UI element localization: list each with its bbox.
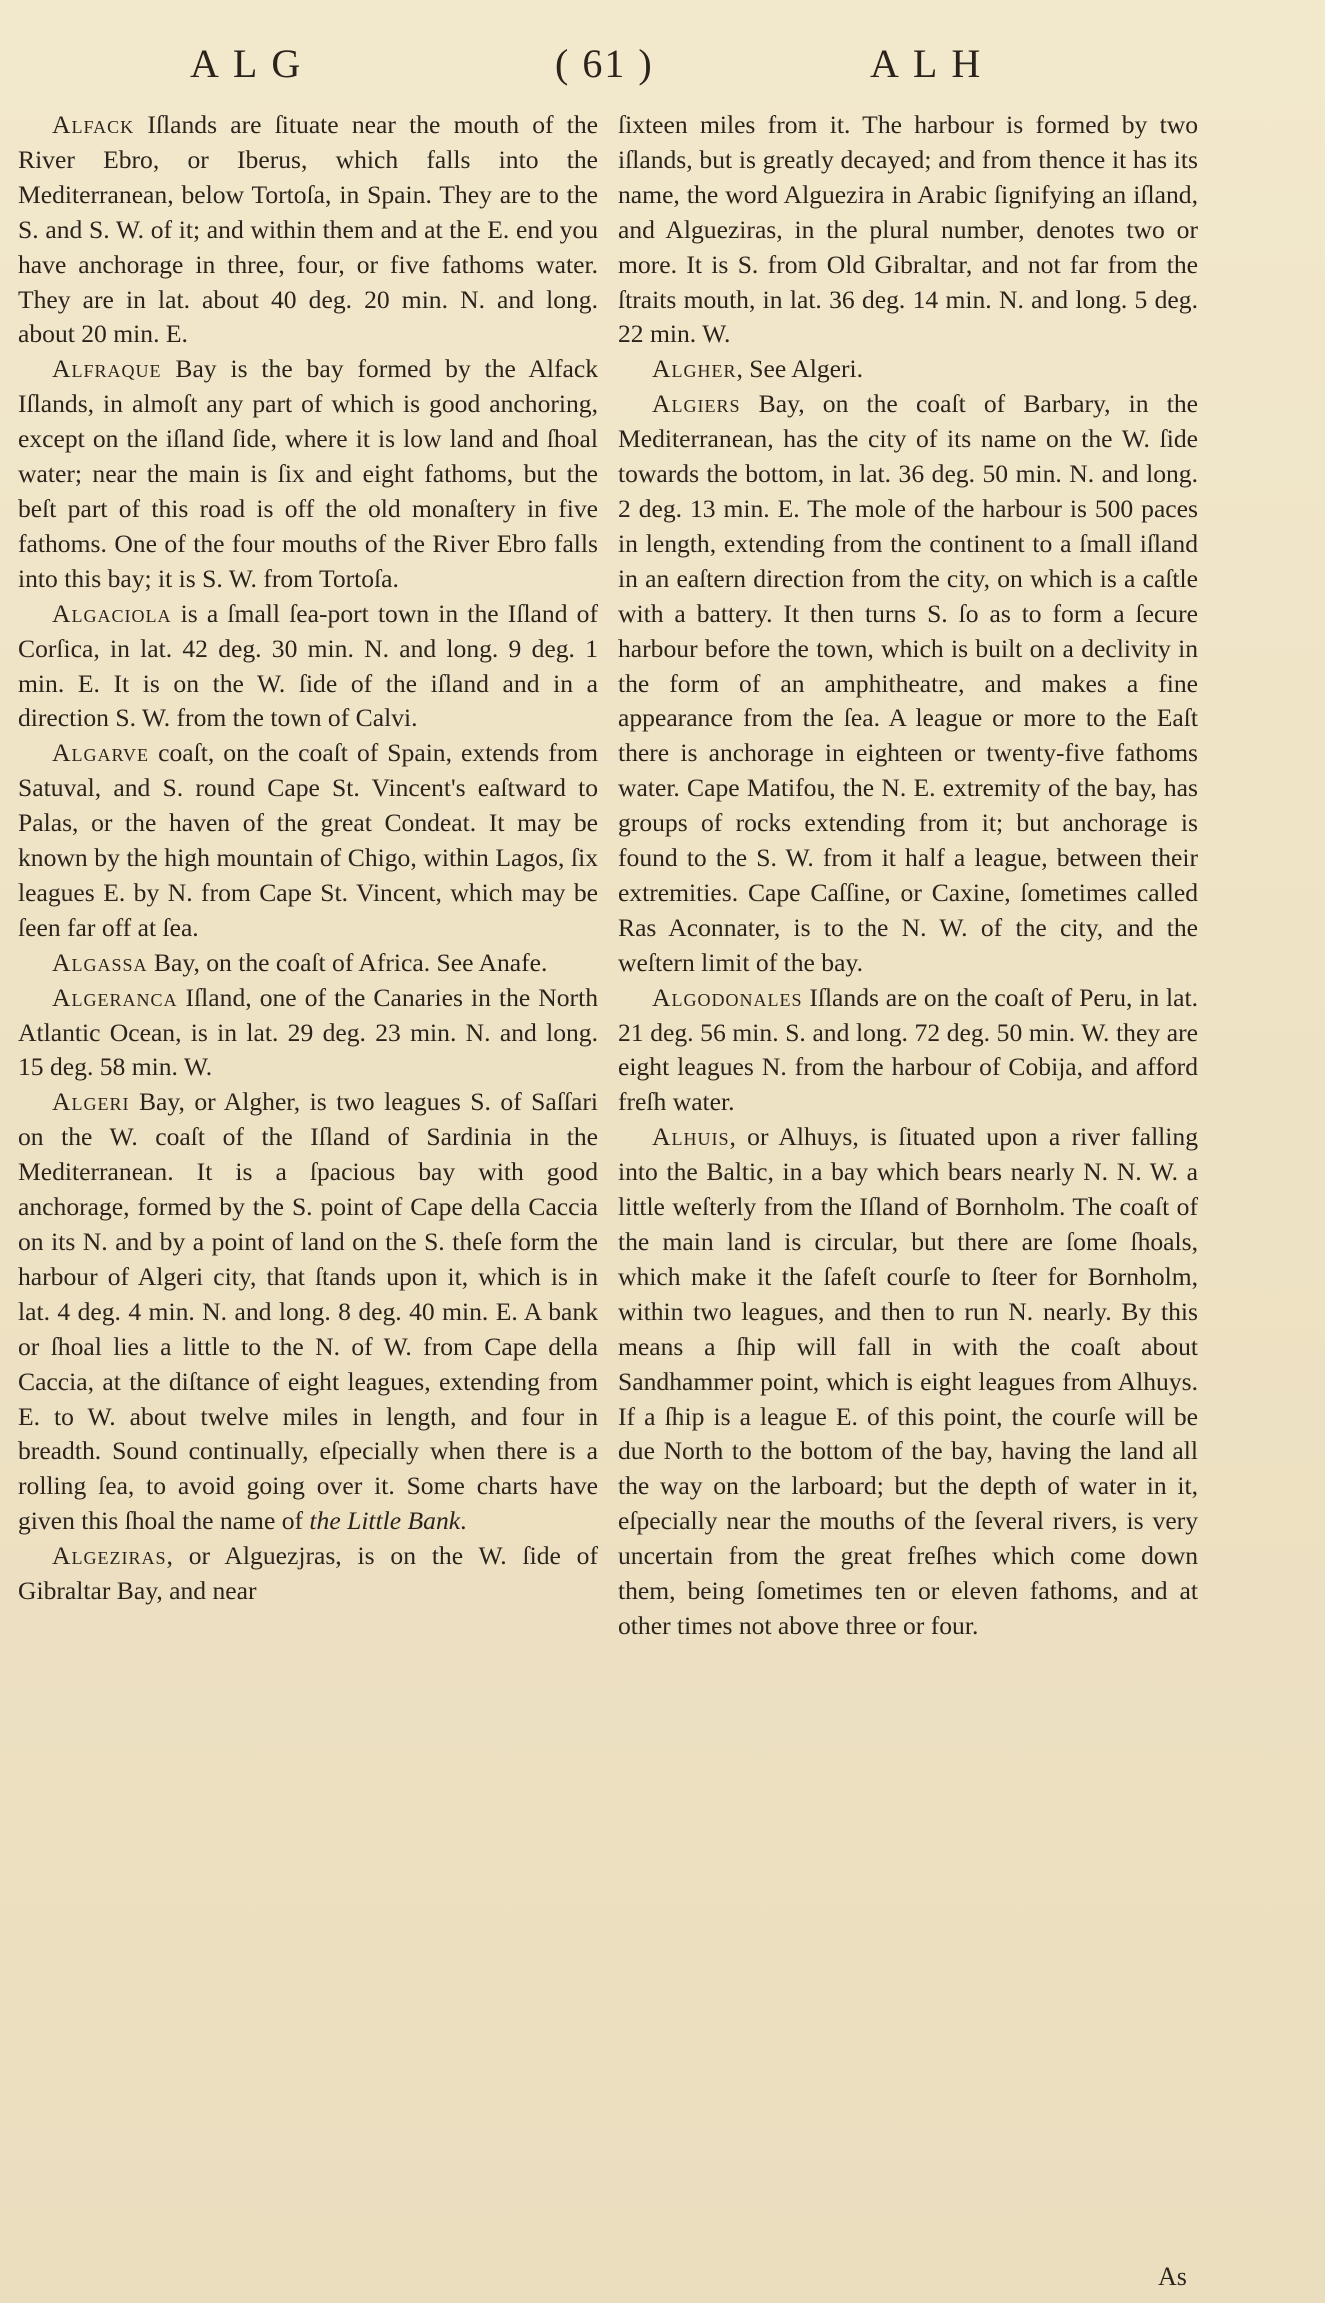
entry-text: , See Algeri. (736, 354, 864, 384)
entry-algeziras (18, 1539, 598, 1609)
entry-text: Bay, on the coaſt of Africa. See Anafe. (147, 947, 548, 977)
entry-text: Bay, on the coaſt of Barbary, in the Mediterranean, has the city of its name on the W. ſide towards the bottom, in lat. 36 deg. 50 min. N. and long. 2 deg. 13 min. E. The mole of the harbour is 500 paces in length, extending from the continent to a ſmall iſland in an eaſtern direction from the city, on which is a caſtle with a battery. It then turns S. ſo as to form a ſecure harbour before the town, which is built on a declivity in the form of an amphitheatre, and makes a fine appearance from the ſea. A league or more to the Eaſt there is anchorage in eighteen or twenty-five fathoms water. Cape Matifou, the N. E. extremity of the bay, has groups of rocks extending from it; but anchorage is found to the S. W. from it half a league, between their extremities. Cape Caſſine, or Caxine, ſometimes called Ras Aconnater, is to the N. W. of the city, and the weſtern limit of the bay. (618, 389, 1198, 977)
left-column (18, 108, 598, 1609)
entry-text: coaſt, on the coaſt of Spain, extends from Satuval, and S. round Cape St. Vincent's eaſtward to Palas, or the haven of the great Condeat. It may be known by the high mountain of Chigo, within Lagos, ſix leagues E. by N. from Cape St. Vincent, which may be ſeen far off at ſea. (18, 738, 598, 942)
headword: Alfack (52, 110, 135, 139)
headword: Algeri (52, 1087, 130, 1117)
headword: Alhuis (652, 1122, 730, 1152)
headword: Algiers (652, 389, 741, 419)
entry-text: Iſland, one of the Canaries in the North Atlantic Ocean, is in lat. 29 deg. 23 min. N. and long. 15 deg. 58 min. W. (18, 982, 598, 1082)
entry-text: Iſlands are ſituate near the mouth of the River Ebro, or Iberus, which falls into the Mediterranean, below Tortoſa, in Spain. They are to the S. and S. W. of it; and within them and at the E. end you have anchorage in three, four, or five fathoms water. They are in lat. about 40 deg. 20 min. N. and long. about 20 min. E. (18, 110, 598, 349)
entry-algeri (18, 1085, 598, 1539)
entry-alfack (18, 108, 598, 352)
entry-text: Bay is the bay formed by the Alfack Iſlands, in almoſt any part of which is good anchoring, except on the iſland ſide, where it is low land and ſhoal water; near the main is ſix and eight fathoms, but the beſt part of this road is off the old monaſtery in five fathoms. One of the four mouths of the River Ebro falls into this bay; it is S. W. from Tortoſa. (18, 354, 598, 593)
entry-algeranca (18, 981, 598, 1086)
entry-algarve (18, 736, 598, 945)
entry-text: , or Alguezjras, is on the W. ſide of Gibraltar Bay, and near (18, 1541, 598, 1606)
headword: Algeranca (52, 982, 178, 1012)
entry-algassa (18, 946, 598, 981)
entry-text: ſixteen miles from it. The harbour is formed by two iſlands, but is greatly decayed; and from thence it has its name, the word Alguezira in Arabic ſignifying an iſland, and Algueziras, in the plural number, denotes two or more. It is S. from Old Gibraltar, and not far from the ſtraits mouth, in lat. 36 deg. 14 min. N. and long. 5 deg. 22 min. W. (618, 110, 1198, 349)
entry-text: is a ſmall ſea-port town in the Iſland of Corſica, in lat. 42 deg. 30 min. N. and long. 9 deg. 1 min. E. It is on the W. ſide of the iſland and in a direction S. W. from the town of Calvi. (18, 598, 598, 733)
entry-algodonales (618, 981, 1198, 1121)
entry-text-tail: . (460, 1506, 467, 1536)
entry-algaciola (18, 597, 598, 737)
headword: Algarve (52, 738, 150, 768)
entry-alfraque (18, 352, 598, 596)
headword: Algaciola (52, 598, 172, 628)
header-left: ALG (190, 41, 315, 86)
headword: Algassa (52, 947, 148, 977)
entry-text: , or Alhuys, is ſituated upon a river falling into the Baltic, in a bay which bears nearly N. N. W. a little weſterly from the Iſland of Bornholm. The coaſt of the main land is circular, but there are ſome ſhoals, which make it the ſafeſt courſe to ſteer for Bornholm, within two leagues, and then to run N. nearly. By this means a ſhip will fall in with the coaſt about Sandhammer point, which is eight leagues from Alhuys. If a ſhip is a league E. of this point, the courſe will be due North to the bottom of the bay, having the land all the way on the larboard; but the depth of water in it, eſpecially near the mouths of the ſeveral rivers, is very uncertain from the great freſhes which come down them, being ſometimes ten or eleven fathoms, and at other times not above three or four. (618, 1122, 1198, 1640)
headword: Alfraque (52, 354, 162, 384)
catchword: As (1158, 2262, 1187, 2291)
right-column (618, 108, 1198, 1644)
entry-algiers (618, 387, 1198, 980)
headword: Algher (652, 354, 737, 384)
entry-algher (618, 352, 1198, 387)
entry-text: Iſlands are on the coaſt of Peru, in lat. 21 deg. 56 min. S. and long. 72 deg. 50 min. W. they are eight leagues N. from the harbour of Cobija, and afford freſh water. (618, 982, 1198, 1117)
headword: Algodonales (652, 982, 803, 1012)
italic-phrase: the Little Bank (309, 1506, 461, 1536)
entry-text: Bay, or Algher, is two leagues S. of Saſſari on the W. coaſt of the Iſland of Sardinia in the Mediterranean. It is a ſpacious bay with good anchorage, formed by the S. point of Cape della Caccia on its N. and by a point of land on the S. theſe form the harbour of Algeri city, that ſtands upon it, which is in lat. 4 deg. 4 min. N. and long. 8 deg. 40 min. E. A bank or ſhoal lies a little to the N. of W. from Cape della Caccia, at the diſtance of eight leagues, extending from E. to W. about twelve miles in length, and four in breadth. Sound continually, eſpecially when there is a rolling ſea, to avoid going over it. Some charts have given this ſhoal the name of (18, 1087, 598, 1536)
entry-alhuis (618, 1120, 1198, 1644)
page-number: ( 61 ) (555, 41, 654, 86)
entry-algeziras-continued (618, 108, 1198, 352)
running-header (0, 40, 1325, 100)
header-right: ALH (870, 41, 995, 86)
headword: Algeziras (52, 1541, 167, 1571)
